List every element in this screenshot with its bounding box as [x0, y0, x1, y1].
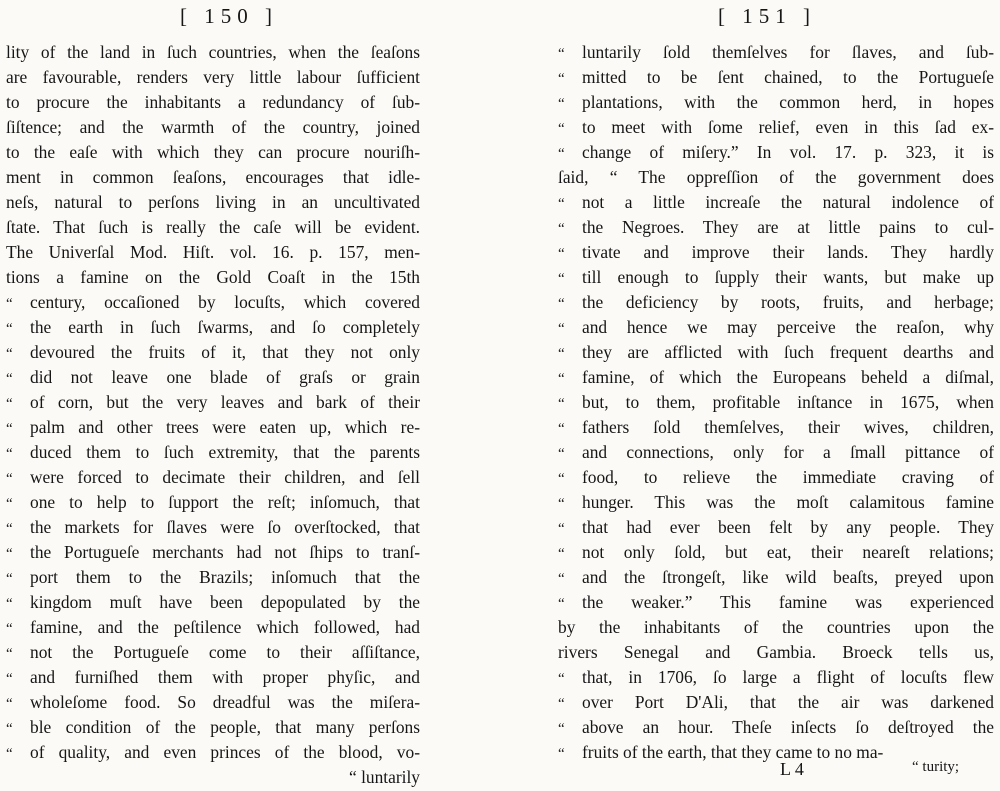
quote-mark: “ — [558, 146, 565, 162]
line-text: of quality, and even princes of the blood, vo- — [30, 742, 420, 762]
quote-mark: “ — [558, 546, 565, 562]
line-text: ment in common ſeaſons, encourages that idle- — [6, 167, 420, 187]
text-line — [558, 115, 994, 140]
line-text: by the inhabitants of the countries upon the — [558, 617, 994, 637]
quote-mark: “ — [558, 396, 565, 412]
line-text: the Portugueſe merchants had not ſhips to tranſ- — [30, 542, 420, 562]
quote-mark: “ — [558, 196, 565, 212]
left-page-text — [6, 40, 420, 790]
text-line — [6, 215, 420, 240]
text-line — [6, 390, 420, 415]
quote-mark: “ — [558, 721, 565, 737]
line-text: lity of the land in ſuch countries, when the ſeaſons — [6, 42, 420, 62]
quote-mark: “ — [6, 296, 13, 312]
line-text: and hence we may perceive the reaſon, why — [582, 317, 994, 337]
catchword: “ turity; — [912, 759, 960, 775]
text-line — [6, 565, 420, 590]
quote-mark: “ — [558, 46, 565, 62]
text-line — [6, 165, 420, 190]
line-text: that, in 1706, ſo large a flight of locuſts flew — [582, 667, 994, 687]
text-line — [6, 140, 420, 165]
page-number-left: [ 150 ] — [180, 4, 278, 28]
quote-mark: “ — [558, 96, 565, 112]
line-text: “ luntarily — [349, 767, 420, 787]
quote-mark: “ — [558, 521, 565, 537]
line-text: ſiſtence; and the warmth of the country, joined — [6, 117, 420, 137]
line-text: are favourable, renders very little labour ſufficient — [6, 67, 420, 87]
quote-mark: “ — [6, 371, 13, 387]
text-line — [558, 665, 994, 690]
line-text: fathers ſold themſelves, their wives, children, — [582, 417, 994, 437]
text-line — [6, 40, 420, 65]
line-text: luntarily ſold themſelves for ſlaves, and ſub- — [582, 42, 994, 62]
line-text: ſtate. That ſuch is really the caſe will be evident. — [6, 217, 420, 237]
text-line — [6, 365, 420, 390]
line-text: the earth in ſuch ſwarms, and ſo completely — [30, 317, 420, 337]
text-line — [6, 540, 420, 565]
text-line — [558, 690, 994, 715]
quote-mark: “ — [558, 696, 565, 712]
text-line — [6, 415, 420, 440]
text-line — [558, 240, 994, 265]
signature-mark: L 4 — [780, 759, 804, 779]
text-line — [6, 490, 420, 515]
quote-mark: “ — [6, 496, 13, 512]
text-line — [558, 515, 994, 540]
text-line — [558, 215, 994, 240]
line-text: to procure the inhabitants a redundancy of ſub- — [6, 92, 420, 112]
line-text: port them to the Brazils; inſomuch that the — [30, 567, 420, 587]
quote-mark: “ — [6, 346, 13, 362]
text-line — [558, 265, 994, 290]
line-text: famine, and the peſtilence which followed, had — [30, 617, 420, 637]
line-text: the Negroes. They are at little pains to cul- — [582, 217, 994, 237]
line-text: the weaker.” This famine was experienced — [582, 592, 994, 612]
text-line — [6, 765, 420, 790]
line-text: The Univerſal Mod. Hiſt. vol. 16. p. 157, men- — [6, 242, 420, 262]
line-text: did not leave one blade of graſs or grain — [30, 367, 420, 387]
text-line — [558, 40, 994, 65]
quote-mark: “ — [558, 746, 565, 762]
text-line — [558, 565, 994, 590]
quote-mark: “ — [558, 246, 565, 262]
line-text: devoured the fruits of it, that they not only — [30, 342, 420, 362]
line-text: they are afflicted with ſuch frequent dearths and — [582, 342, 994, 362]
quote-mark: “ — [558, 221, 565, 237]
text-line — [6, 190, 420, 215]
quote-mark: “ — [558, 571, 565, 587]
line-text: the deficiency by roots, fruits, and herbage; — [582, 292, 994, 312]
quote-mark: “ — [558, 671, 565, 687]
text-line — [558, 640, 994, 665]
quote-mark: “ — [6, 321, 13, 337]
line-text: duced them to ſuch extremity, that the parents — [30, 442, 420, 462]
text-line — [558, 290, 994, 315]
text-line — [6, 465, 420, 490]
line-text: and connections, only for a ſmall pittance of — [582, 442, 994, 462]
line-text: not a little increaſe the natural indolence of — [582, 192, 994, 212]
quote-mark: “ — [558, 71, 565, 87]
quote-mark: “ — [6, 471, 13, 487]
line-text: mitted to be ſent chained, to the Portugueſe — [582, 67, 994, 87]
quote-mark: “ — [558, 321, 565, 337]
text-line — [558, 590, 994, 615]
text-line — [6, 690, 420, 715]
line-text: to the eaſe with which they can procure nouriſh- — [6, 142, 420, 162]
quote-mark: “ — [6, 671, 13, 687]
line-text: but, to them, profitable inſtance in 1675, when — [582, 392, 994, 412]
line-text: above an hour. Theſe inſects ſo deſtroyed the — [582, 717, 994, 737]
quote-mark: “ — [558, 296, 565, 312]
quote-mark: “ — [6, 546, 13, 562]
quote-mark: “ — [558, 471, 565, 487]
line-text: neſs, natural to perſons living in an uncultivated — [6, 192, 420, 212]
line-text: famine, of which the Europeans beheld a diſmal, — [582, 367, 994, 387]
right-page-text — [558, 40, 994, 765]
line-text: hunger. This was the moſt calamitous famine — [582, 492, 994, 512]
text-line — [6, 515, 420, 540]
text-line — [6, 340, 420, 365]
text-line — [6, 715, 420, 740]
quote-mark: “ — [6, 421, 13, 437]
page-number-right: [ 151 ] — [718, 4, 816, 28]
quote-mark: “ — [6, 571, 13, 587]
line-text: one to help to ſupport the reſt; inſomuch, that — [30, 492, 420, 512]
line-text: and furniſhed them with proper phyſic, and — [30, 667, 420, 687]
line-text: to meet with ſome relief, even in this ſad ex- — [582, 117, 994, 137]
text-line — [558, 365, 994, 390]
text-line — [6, 115, 420, 140]
line-text: were forced to decimate their children, and ſell — [30, 467, 420, 487]
line-text: change of miſery.” In vol. 17. p. 323, it is — [582, 142, 994, 162]
quote-mark: “ — [558, 121, 565, 137]
text-line — [6, 65, 420, 90]
line-text: that had ever been felt by any people. They — [582, 517, 994, 537]
text-line — [558, 140, 994, 165]
text-line — [558, 615, 994, 640]
line-text: the markets for ſlaves were ſo overſtocked, that — [30, 517, 420, 537]
text-line — [6, 90, 420, 115]
quote-mark: “ — [558, 496, 565, 512]
line-text: tions a famine on the Gold Coaſt in the 15th — [6, 267, 420, 287]
line-text: not the Portugueſe come to their aſſiſtance, — [30, 642, 420, 662]
quote-mark: “ — [558, 446, 565, 462]
text-line — [558, 490, 994, 515]
line-text: till enough to ſupply their wants, but make up — [582, 267, 994, 287]
text-line — [6, 640, 420, 665]
line-text: wholeſome food. So dreadful was the miſera- — [30, 692, 420, 712]
quote-mark: “ — [558, 346, 565, 362]
text-line — [558, 440, 994, 465]
line-text: ſaid, “ The oppreſſion of the government does — [558, 167, 994, 187]
line-text: food, to relieve the immediate craving of — [582, 467, 994, 487]
text-line — [6, 740, 420, 765]
text-line — [558, 465, 994, 490]
quote-mark: “ — [6, 621, 13, 637]
text-line — [558, 65, 994, 90]
quote-mark: “ — [6, 646, 13, 662]
text-line — [558, 715, 994, 740]
text-line — [558, 340, 994, 365]
quote-mark: “ — [558, 421, 565, 437]
line-text: century, occaſioned by locuſts, which covered — [30, 292, 420, 312]
quote-mark: “ — [6, 721, 13, 737]
line-text: ble condition of the people, that many perſons — [30, 717, 420, 737]
line-text: and the ſtrongeſt, like wild beaſts, preyed upon — [582, 567, 994, 587]
line-text: rivers Senegal and Gambia. Broeck tells us, — [558, 642, 994, 662]
quote-mark: “ — [6, 396, 13, 412]
quote-mark: “ — [558, 596, 565, 612]
text-line — [558, 90, 994, 115]
text-line — [6, 590, 420, 615]
line-text: palm and other trees were eaten up, which re- — [30, 417, 420, 437]
line-text: not only ſold, but eat, their neareſt relations; — [582, 542, 994, 562]
text-line — [6, 265, 420, 290]
text-line — [6, 440, 420, 465]
text-line — [558, 390, 994, 415]
text-line — [558, 165, 994, 190]
text-line — [6, 665, 420, 690]
quote-mark: “ — [558, 271, 565, 287]
quote-mark: “ — [6, 596, 13, 612]
text-line — [558, 415, 994, 440]
line-text: tivate and improve their lands. They hardly — [582, 242, 994, 262]
text-line — [6, 290, 420, 315]
quote-mark: “ — [6, 746, 13, 762]
quote-mark: “ — [558, 371, 565, 387]
text-line — [6, 315, 420, 340]
quote-mark: “ — [6, 521, 13, 537]
text-line — [558, 540, 994, 565]
quote-mark: “ — [6, 446, 13, 462]
line-text: plantations, with the common herd, in hopes — [582, 92, 994, 112]
line-text: kingdom muſt have been depopulated by the — [30, 592, 420, 612]
text-line — [6, 240, 420, 265]
text-line — [558, 315, 994, 340]
text-line — [6, 615, 420, 640]
line-text: over Port D'Ali, that the air was darkened — [582, 692, 994, 712]
quote-mark: “ — [6, 696, 13, 712]
text-line — [558, 190, 994, 215]
line-text: of corn, but the very leaves and bark of their — [30, 392, 420, 412]
line-text: fruits of the earth, that they came to no ma- — [582, 742, 884, 762]
